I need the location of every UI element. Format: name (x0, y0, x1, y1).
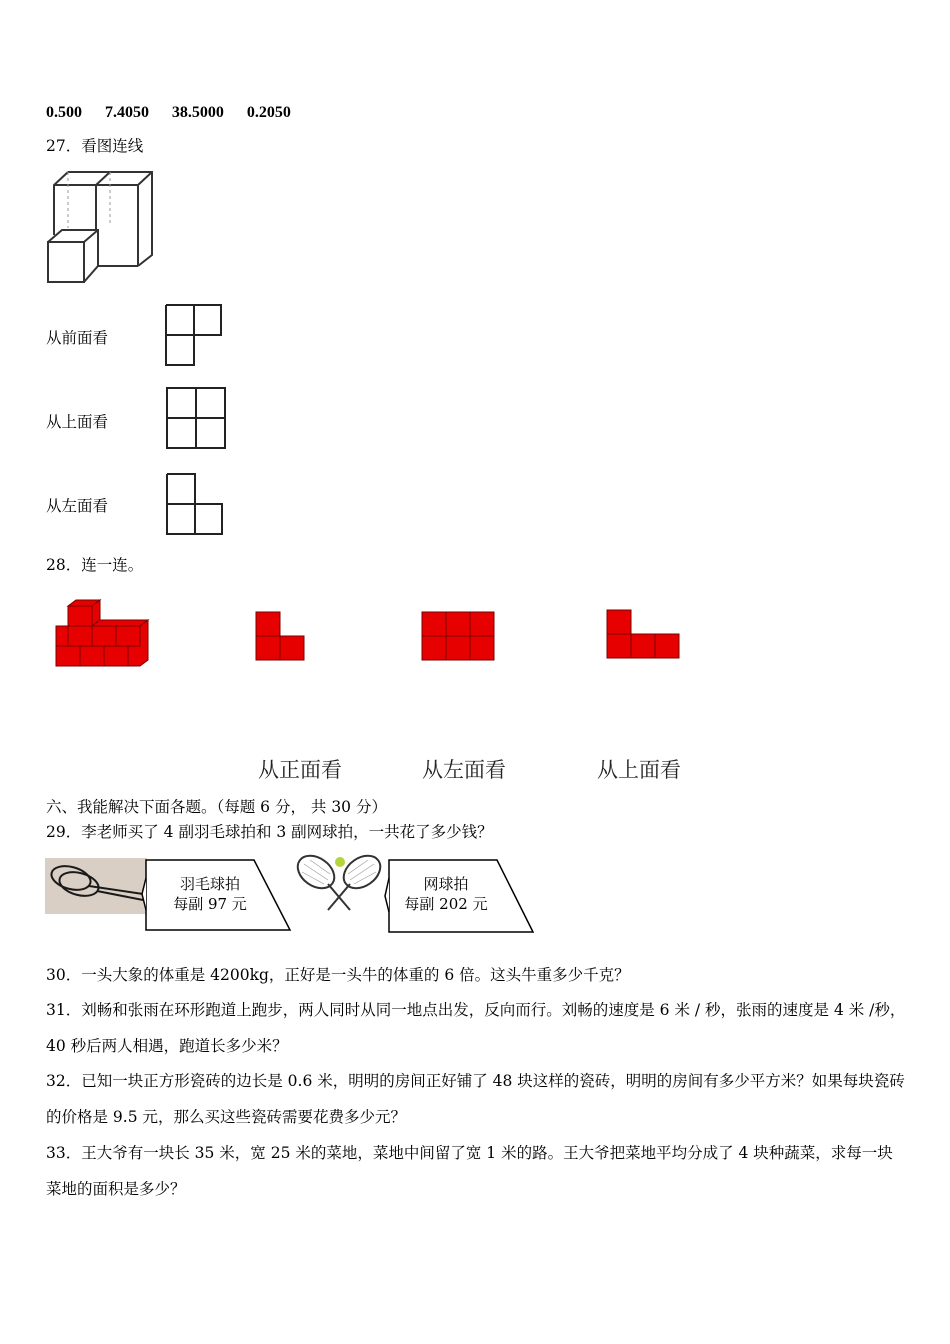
value-4: 0.2050 (246, 104, 291, 121)
match-label-left: 从左面看 (422, 758, 506, 782)
badminton-name: 羽毛球拍 (179, 875, 240, 893)
match-label-front: 从正面看 (258, 758, 342, 782)
question-32: 32．已知一块正方形瓷砖的边长是 0.6 米，明明的房间正好铺了 48 块这样的瓷砖，明明的房间有多少平方米？如果每块瓷砖的价格是 9.5 元，那么买这些瓷砖需要花费多少元？ (46, 1072, 905, 1126)
question-27-title: 27．看图连线 (46, 137, 144, 155)
front-view-grid (164, 303, 224, 367)
badminton-price: 每副 97 元 (173, 895, 247, 913)
badminton-tag-text (160, 874, 260, 914)
question-33: 33．王大爷有一块长 35 米，宽 25 米的菜地，菜地中间留了宽 1 米的路。王大爷把菜地平均分成了 4 块种蔬菜，求每一块菜地的面积是多少？ (46, 1144, 893, 1198)
value-1: 0.500 (46, 104, 82, 121)
value-2: 7.4050 (104, 104, 149, 121)
tennis-racket-image (292, 852, 392, 914)
section-6-heading: 六、我能解决下面各题。（每题 6 分， 共 30 分） (46, 798, 387, 816)
red-view-l-shape (254, 610, 306, 662)
badminton-racket-image (45, 858, 147, 914)
view-label-top: 从上面看 (46, 413, 109, 431)
red-cube-solid (54, 598, 150, 668)
match-label-top: 从上面看 (597, 758, 681, 782)
tennis-name: 网球拍 (423, 875, 469, 893)
question-30: 30．一头大象的体重是 4200kg，正好是一头牛的体重的 6 倍。这头牛重多少千克？ (46, 966, 630, 984)
view-label-front: 从前面看 (46, 329, 109, 347)
view-label-left: 从左面看 (46, 497, 109, 515)
red-view-long-l (605, 608, 681, 660)
tennis-price: 每副 202 元 (404, 895, 488, 913)
question-31: 31．刘畅和张雨在环形跑道上跑步，两人同时从同一地点出发，反向而行。刘畅的速度是 6 米 / 秒，张雨的速度是 4 米 /秒，40 秒后两人相遇，跑道长多少米？ (46, 1001, 906, 1055)
cube-stack-drawing (46, 170, 156, 285)
value-3: 38.5000 (171, 104, 224, 121)
top-view-grid (165, 386, 227, 450)
tennis-tag-text (396, 874, 496, 914)
question-28-title: 28．连一连。 (46, 556, 144, 574)
answer-values (46, 102, 309, 123)
left-view-grid (165, 472, 225, 536)
question-29: 29．李老师买了 4 副羽毛球拍和 3 副网球拍，一共花了多少钱？ (46, 823, 493, 841)
red-view-grid-3x2 (420, 610, 496, 662)
